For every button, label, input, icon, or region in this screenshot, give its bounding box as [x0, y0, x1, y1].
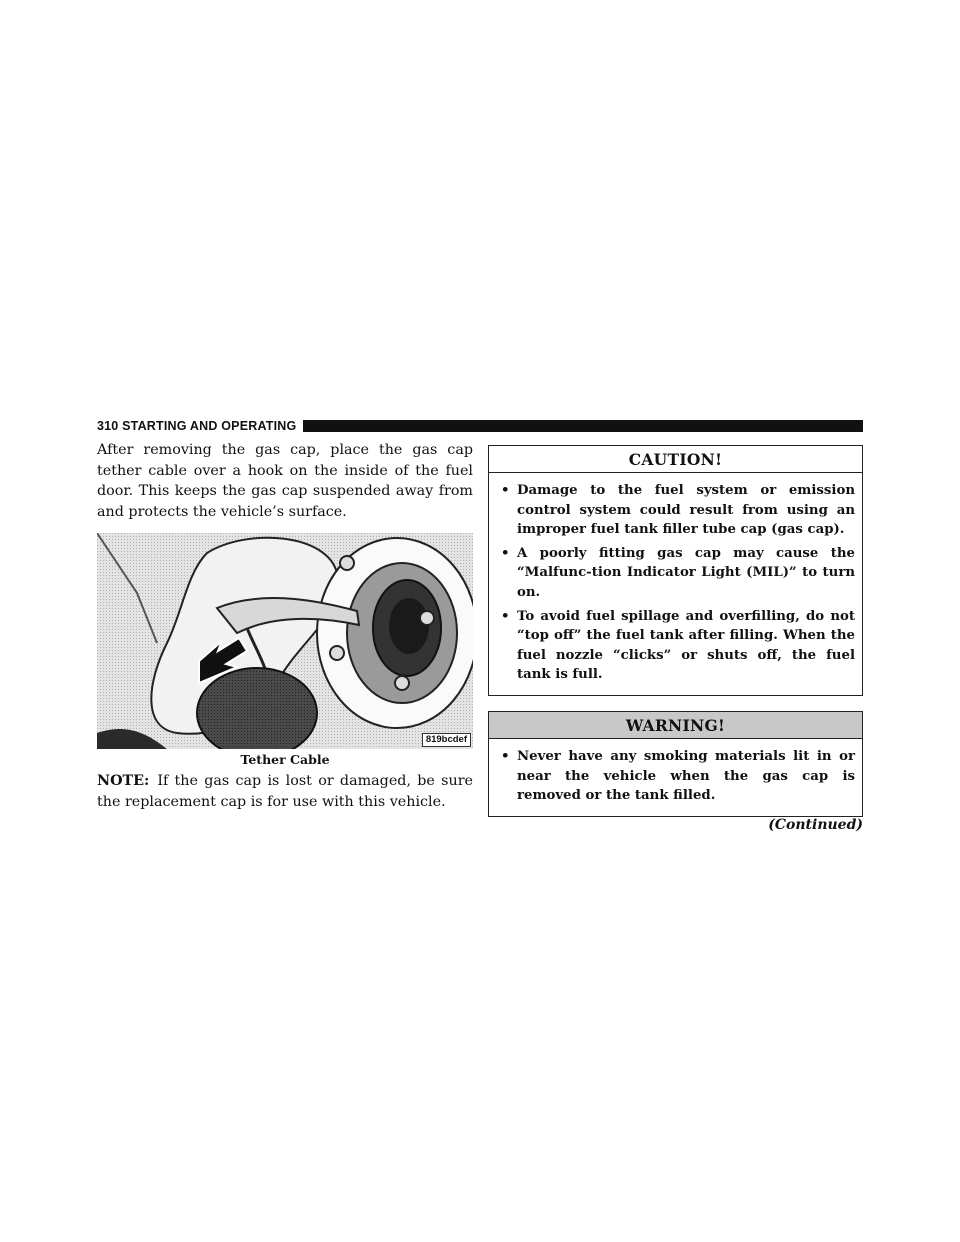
right-column — [488, 445, 863, 833]
caution-box — [488, 445, 863, 696]
caution-item — [501, 544, 855, 603]
fuel-door-illustration — [97, 533, 473, 749]
header-rule — [303, 420, 863, 432]
caution-list — [489, 473, 862, 695]
caution-item-text: A poorly fitting gas cap may cause the “Malfunc-tion Indicator Light (MIL)” to turn on. — [517, 545, 855, 600]
bullet-icon: • — [501, 608, 510, 624]
caution-item-text: To avoid fuel spillage and overfilling, do not “top off” the fuel tank after filling. When the fuel nozzle “clicks” or shuts off, the fuel tank is full. — [517, 608, 855, 683]
caution-item-text: Damage to the fuel system or emission control system could result from using an improper fuel tank filler tube cap (gas cap). — [517, 483, 855, 538]
warning-item-text: Never have any smoking materials lit in or near the vehicle when the gas cap is removed or the tank filled. — [517, 748, 855, 804]
caution-item — [501, 607, 855, 685]
bullet-icon: • — [501, 748, 510, 764]
warning-list — [489, 739, 862, 816]
warning-title: WARNING! — [489, 712, 862, 739]
note-text: If the gas cap is lost or damaged, be sure the replacement cap is for use with this vehicle. — [97, 773, 473, 810]
figure-code-label: 819bcdef — [422, 733, 471, 747]
bullet-icon: • — [501, 483, 510, 498]
note-label: NOTE: — [97, 773, 150, 789]
caution-item — [501, 481, 855, 540]
tether-cable-figure — [97, 533, 473, 749]
bullet-icon: • — [501, 545, 510, 561]
note-paragraph — [97, 771, 473, 812]
warning-item — [501, 747, 855, 806]
intro-paragraph: After removing the gas cap, place the gas cap tether cable over a hook on the inside of the fuel door. This keeps the gas cap suspended away from and protects the vehicle’s surface. — [97, 442, 473, 520]
figure-caption: Tether Cable — [240, 752, 330, 767]
page-header-text: 310 STARTING AND OPERATING — [97, 419, 297, 433]
page-header — [97, 417, 863, 435]
warning-box — [488, 711, 863, 817]
left-column — [97, 440, 473, 812]
continued-label: (Continued) — [768, 816, 863, 833]
caution-title: CAUTION! — [489, 446, 862, 473]
